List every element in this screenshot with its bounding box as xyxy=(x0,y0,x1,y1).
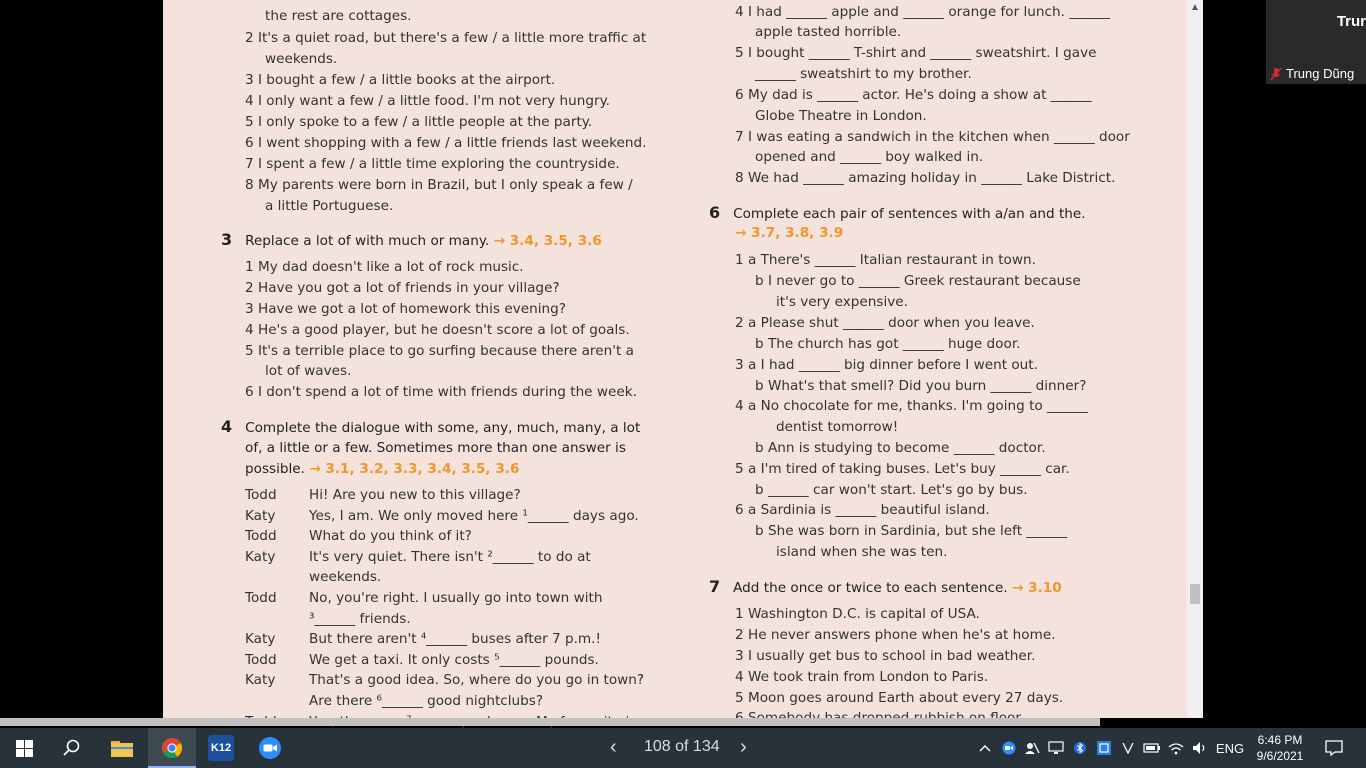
exercise-4-header xyxy=(221,418,640,437)
dialogue-speaker: Todd xyxy=(245,528,277,544)
ex6-line: b ______ car won't start. Let's go by bus. xyxy=(755,482,1028,498)
ex6-line: island when she was ten. xyxy=(776,544,948,560)
tray-zoom-icon[interactable] xyxy=(1000,728,1018,768)
zoom-app-button[interactable] xyxy=(246,728,294,768)
dialogue-speaker: Katy xyxy=(245,508,276,524)
ex6-line: 5 a I'm tired of taking buses. Let's buy ______ car. xyxy=(735,461,1070,477)
ex7-line: 5 Moon goes around Earth about every 27 days. xyxy=(735,690,1064,706)
ex5-line: 8 We had ______ amazing holiday in ______ Lake District. xyxy=(735,170,1116,186)
ex5-line: 5 I bought ______ T-shirt and ______ sweatshirt. I gave xyxy=(735,45,1097,61)
exercise-7-header xyxy=(709,578,1062,597)
grammar-reference: → 3.10 xyxy=(1012,580,1062,596)
ex5-line: apple tasted horrible. xyxy=(755,24,902,40)
input-language[interactable]: ENG xyxy=(1215,740,1245,756)
dialogue-text: We get a taxi. It only costs ⁵______ pounds. xyxy=(309,652,599,668)
next-page-button[interactable]: › xyxy=(740,736,747,758)
ex6-line: b What's that smell? Did you burn ______ dinner? xyxy=(755,378,1087,394)
ex6-line: it's very expensive. xyxy=(776,294,908,310)
scroll-thumb[interactable] xyxy=(1190,584,1200,604)
dialogue-text: Yes, I am. We only moved here ¹______ days ago. xyxy=(309,508,639,524)
grammar-reference: → 3.7, 3.8, 3.9 xyxy=(735,225,844,241)
ex5-line: 7 I was eating a sandwich in the kitchen when ______ door xyxy=(735,129,1130,145)
dialogue-text: It's very quiet. There isn't ²______ to do at xyxy=(309,549,591,565)
ex6-line: dentist tomorrow! xyxy=(776,419,899,435)
dialogue-speaker: Todd xyxy=(245,487,277,503)
ex7-line: 1 Washington D.C. is capital of USA. xyxy=(735,606,980,622)
grammar-reference: → 3.1, 3.2, 3.3, 3.4, 3.5, 3.6 xyxy=(309,461,520,477)
ex2-line: 8 My parents were born in Brazil, but I only speak a few / xyxy=(245,177,633,193)
ex3-line: 5 It's a terrible place to go surfing because there aren't a xyxy=(245,343,634,359)
page-navigator xyxy=(600,728,770,768)
ex3-line: 1 My dad doesn't like a lot of rock music. xyxy=(245,259,524,275)
dialogue-speaker: Todd xyxy=(245,590,277,606)
exercise-number: 7 xyxy=(709,577,721,596)
exercise-instruction: Add the once or twice to each sentence. xyxy=(733,580,1008,596)
exercise-6-header xyxy=(709,204,1086,223)
pdf-viewer[interactable] xyxy=(163,0,1203,718)
vertical-scrollbar[interactable] xyxy=(1187,0,1203,718)
ex5-line: 4 I had ______ apple and ______ orange for lunch. ______ xyxy=(735,4,1111,20)
k12-app-button[interactable] xyxy=(197,728,245,768)
dialogue-speaker: Katy xyxy=(245,549,276,565)
ex5-line: opened and ______ boy walked in. xyxy=(755,149,984,165)
ex3-line: 2 Have you got a lot of friends in your village? xyxy=(245,280,560,296)
tray-app-icon[interactable] xyxy=(1094,728,1114,768)
exercise-number: 3 xyxy=(221,230,233,249)
dialogue-text: weekends. xyxy=(309,569,382,585)
ex6-line: b Ann is studying to become ______ doctor. xyxy=(755,440,1046,456)
dialogue-speaker: Katy xyxy=(245,631,276,647)
ex2-line: 6 I went shopping with a few / a little friends last weekend. xyxy=(245,135,647,151)
folder-icon xyxy=(111,739,133,757)
chrome-button[interactable] xyxy=(148,728,196,768)
dialogue-text: But there aren't ⁴______ buses after 7 p.m.! xyxy=(309,631,601,647)
dialogue-text: ³______ friends. xyxy=(309,611,411,627)
ex5-line: Globe Theatre in London. xyxy=(755,108,927,124)
ex6-line: 1 a There's ______ Italian restaurant in town. xyxy=(735,252,1036,268)
exercise-instruction: Complete the dialogue with some, any, much, many, a lot xyxy=(245,420,641,436)
exercise-instruction: of, a little or a few. Sometimes more than one answer is xyxy=(245,440,626,456)
battery-icon[interactable] xyxy=(1142,728,1162,768)
participant-name-large: Trur xyxy=(1336,13,1366,30)
dialogue-text: What do you think of it? xyxy=(309,528,472,544)
grammar-reference: → 3.4, 3.5, 3.6 xyxy=(493,233,602,249)
ex2-line: 2 It's a quiet road, but there's a few / a little more traffic at xyxy=(245,30,647,46)
ex7-line: 2 He never answers phone when he's at home. xyxy=(735,627,1056,643)
clock-date: 9/6/2021 xyxy=(1256,749,1304,763)
wifi-icon[interactable] xyxy=(1166,728,1186,768)
ex6-line: 4 a No chocolate for me, thanks. I'm going to ______ xyxy=(735,398,1088,414)
k12-icon: K12 xyxy=(208,735,234,761)
ex2-line: a little Portuguese. xyxy=(265,198,394,214)
ex5-line: ______ sweatshirt to my brother. xyxy=(755,66,972,82)
ex3-line: lot of waves. xyxy=(265,363,352,379)
participant-name: Trung Dũng xyxy=(1286,66,1355,81)
ex2-line: 5 I only spoke to a few / a little people at the party. xyxy=(245,114,593,130)
exercise-instruction: Replace a lot of with much or many. xyxy=(245,233,490,249)
ex3-line: 3 Have we got a lot of homework this evening? xyxy=(245,301,566,317)
previous-page-button[interactable]: ‹ xyxy=(610,736,617,758)
system-clock[interactable] xyxy=(1244,732,1316,764)
search-button[interactable] xyxy=(48,728,96,768)
ex6-line: b She was born in Sardinia, but she left ______ xyxy=(755,523,1068,539)
chrome-icon xyxy=(161,737,183,759)
dialogue-text: That's a good idea. So, where do you go in town? xyxy=(309,672,645,688)
tray-meeting-icon[interactable] xyxy=(1022,728,1042,768)
ex3-line: 6 I don't spend a lot of time with friends during the week. xyxy=(245,384,637,400)
ex6-line: 2 a Please shut ______ door when you leave. xyxy=(735,315,1035,331)
ex6-line: 3 a I had ______ big dinner before I went out. xyxy=(735,357,1038,373)
exercise-instruction: possible. xyxy=(245,461,305,477)
windows-logo-icon xyxy=(16,740,33,757)
file-explorer-button[interactable] xyxy=(98,728,146,768)
exercise-4-header-end xyxy=(245,460,519,478)
volume-icon[interactable] xyxy=(1190,728,1210,768)
dialogue-text: Hi! Are you new to this village? xyxy=(309,487,521,503)
ex7-line: 4 We took train from London to Paris. xyxy=(735,669,989,685)
ex3-line: 4 He's a good player, but he doesn't score a lot of goals. xyxy=(245,322,630,338)
vpn-icon[interactable] xyxy=(1118,728,1138,768)
bluetooth-icon[interactable] xyxy=(1070,728,1090,768)
tray-display-icon[interactable] xyxy=(1046,728,1066,768)
participant-label xyxy=(1270,66,1354,81)
zoom-participant-tile[interactable] xyxy=(1266,0,1366,84)
horizontal-scrollbar[interactable] xyxy=(0,718,1100,726)
clock-time: 6:46 PM xyxy=(1257,733,1303,747)
muted-mic-icon xyxy=(1270,67,1282,81)
page-indicator: 108 of 134 xyxy=(644,738,720,755)
exercise-instruction: Complete each pair of sentences with a/an and the. xyxy=(733,206,1086,222)
zoom-icon xyxy=(258,736,282,760)
dialogue-text: No, you're right. I usually go into town with xyxy=(309,590,603,606)
ex6-line: 6 a Sardinia is ______ beautiful island. xyxy=(735,502,990,518)
ex2-line: 3 I bought a few / a little books at the airport. xyxy=(245,72,556,88)
ex2-line: 7 I spent a few / a little time exploring the countryside. xyxy=(245,156,620,172)
ex5-line: 6 My dad is ______ actor. He's doing a show at ______ xyxy=(735,87,1092,103)
dialogue-text: Are there ⁶______ good nightclubs? xyxy=(309,693,544,709)
notification-icon xyxy=(1325,740,1343,756)
textbook-page xyxy=(163,0,1187,718)
ex6-line: b I never go to ______ Greek restaurant because xyxy=(755,273,1081,289)
scroll-up-arrow-icon[interactable]: ▲ xyxy=(1190,2,1200,13)
ex2-line: the rest are cottages. xyxy=(265,8,412,24)
dialogue-speaker: Todd xyxy=(245,652,277,668)
action-center-button[interactable] xyxy=(1322,728,1346,768)
ex7-line: 3 I usually get bus to school in bad weather. xyxy=(735,648,1036,664)
exercise-number: 6 xyxy=(709,203,721,222)
show-hidden-icons-button[interactable] xyxy=(976,728,994,768)
exercise-number: 4 xyxy=(221,417,233,436)
ex6-line: b The church has got ______ huge door. xyxy=(755,336,1021,352)
chevron-up-icon xyxy=(979,744,991,752)
ex2-line: weekends. xyxy=(265,51,338,67)
dialogue-speaker: Katy xyxy=(245,672,276,688)
ex2-line: 4 I only want a few / a little food. I'm not very hungry. xyxy=(245,93,610,109)
start-button[interactable] xyxy=(0,728,48,768)
search-icon xyxy=(63,739,81,757)
exercise-3-header xyxy=(221,231,602,250)
